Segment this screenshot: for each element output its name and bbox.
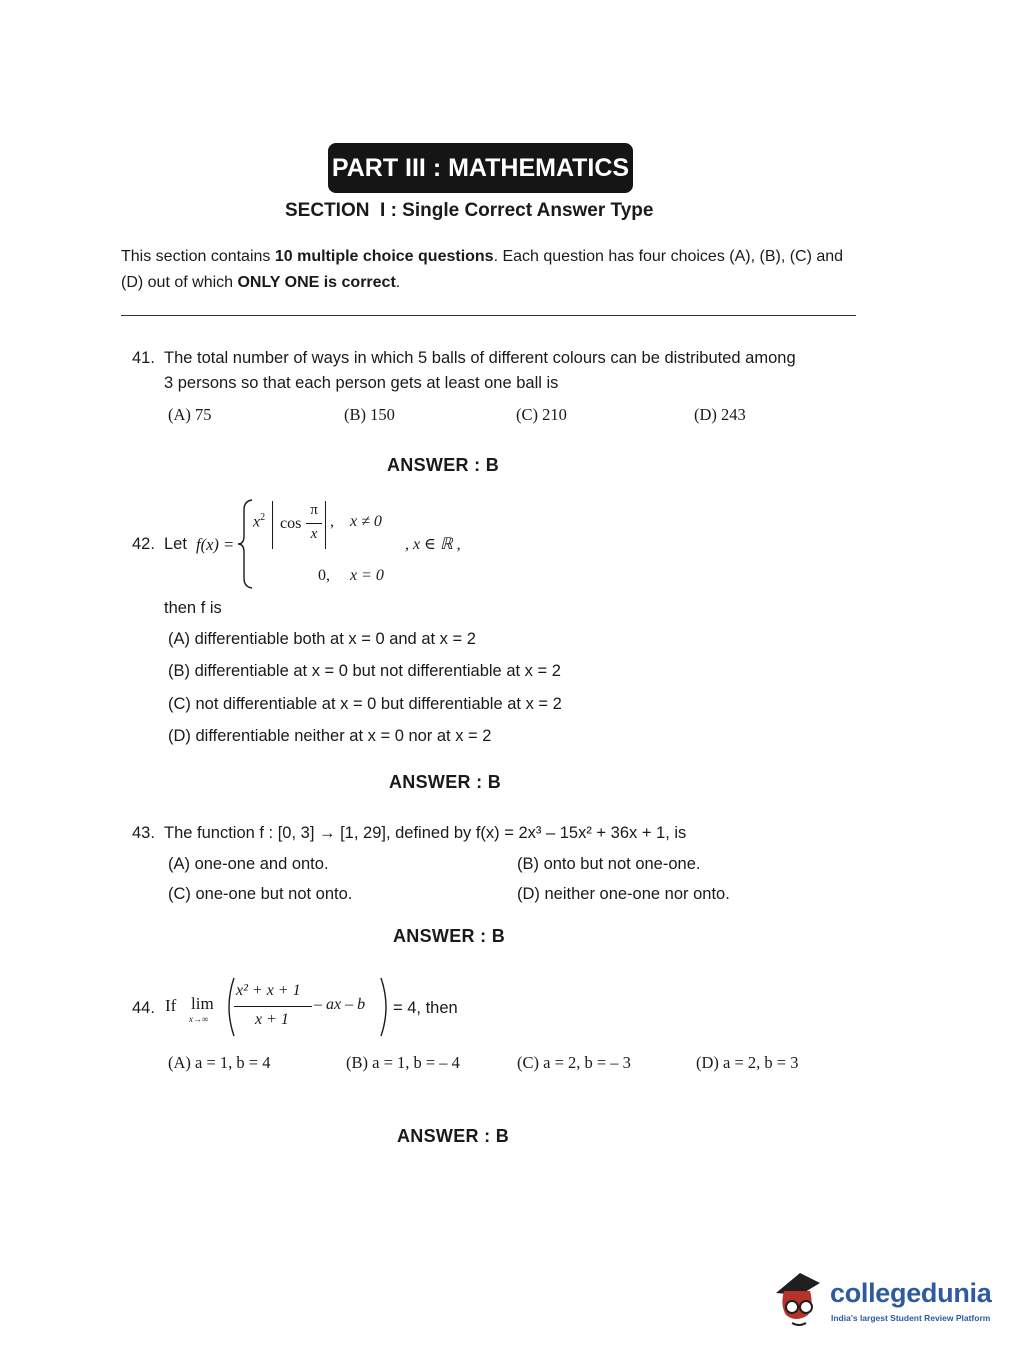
intro-text: This section contains <box>121 248 275 265</box>
answer-label: ANSWER : B <box>393 926 505 946</box>
option-d: (D) 243 <box>694 405 746 424</box>
option-d: (D) a = 2, b = 3 <box>696 1053 799 1072</box>
brand-name: collegedunia <box>830 1278 992 1308</box>
limit-equals: = 4, then <box>393 999 458 1017</box>
answer-label: ANSWER : B <box>397 1126 509 1146</box>
question-number: 43. <box>132 824 155 842</box>
condition-zero: x = 0 <box>350 567 384 584</box>
option-a: (A) one-one and onto. <box>168 855 329 873</box>
abs-bar-left <box>272 501 273 549</box>
option-b: (B) 150 <box>344 405 395 424</box>
intro-bold-count: 10 multiple choice questions <box>274 248 494 265</box>
part-title-badge: PART III : MATHEMATICS <box>328 143 633 193</box>
domain-clause: , x ∈ ℝ , <box>405 536 461 553</box>
question-number: 44. <box>132 999 155 1017</box>
x-squared: $x^2$ <box>253 512 266 531</box>
intro-text: . <box>395 274 401 291</box>
comma: , <box>330 513 334 530</box>
abs-bar-right <box>325 501 326 549</box>
intro-text: . Each question has four choices (A), (B), (C) and (D) out of which <box>121 248 844 291</box>
condition-nonzero: x ≠ 0 <box>350 513 382 530</box>
fraction-bar <box>306 523 322 524</box>
option-d: (D) neither one-one nor onto. <box>517 885 730 903</box>
x-denominator: x <box>310 526 318 542</box>
limit-tail: – ax – b <box>314 996 366 1013</box>
limit-label: lim <box>191 994 214 1013</box>
option-c: (C) one-one but not onto. <box>168 885 353 903</box>
option-b: (B) a = 1, b = – 4 <box>346 1053 460 1072</box>
limit-fraction-bar <box>234 1006 312 1007</box>
question-text <box>164 346 859 396</box>
limit-denominator: x + 1 <box>255 1011 289 1028</box>
question-if: If <box>165 996 177 1015</box>
question-then: then f is <box>164 599 222 617</box>
limit-numerator: x² + x + 1 <box>236 982 301 999</box>
option-d: (D) differentiable neither at x = 0 nor at x = 2 <box>168 727 492 745</box>
cos-label: cos <box>280 515 302 532</box>
function-lhs: f(x) = <box>196 535 235 554</box>
option-c: (C) a = 2, b = – 3 <box>517 1053 631 1072</box>
section-intro <box>121 244 861 296</box>
option-a: (A) 75 <box>168 405 212 424</box>
zero-value: 0, <box>318 567 330 584</box>
limit-subscript: x→∞ <box>189 1014 209 1024</box>
right-paren <box>379 976 393 1038</box>
question-number: 41. <box>132 349 155 367</box>
question-line: The total number of ways in which 5 balls of different colours can be distributed among <box>164 349 796 367</box>
option-c: (C) 210 <box>516 405 567 424</box>
brand-tagline: India's largest Student Review Platform <box>831 1313 991 1323</box>
option-c: (C) not differentiable at x = 0 but differentiable at x = 2 <box>168 695 562 713</box>
question-let: Let <box>164 535 187 553</box>
option-a: (A) a = 1, b = 4 <box>168 1053 271 1072</box>
collegedunia-mascot-icon <box>770 1265 830 1335</box>
section-title: SECTION I : Single Correct Answer Type <box>285 200 654 221</box>
option-b: (B) differentiable at x = 0 but not differentiable at x = 2 <box>168 662 561 680</box>
question-line: 3 persons so that each person gets at least one ball is <box>164 374 559 392</box>
answer-label: ANSWER : B <box>387 455 499 475</box>
divider <box>121 315 856 316</box>
option-a: (A) differentiable both at x = 0 and at x = 2 <box>168 630 476 648</box>
intro-bold-rule: ONLY ONE is correct <box>237 274 396 291</box>
question-text: The function f : [0, 3] → [1, 29], defined by f(x) = 2x³ – 15x² + 36x + 1, is <box>164 824 687 842</box>
option-b: (B) onto but not one-one. <box>517 855 701 873</box>
answer-label: ANSWER : B <box>389 772 501 792</box>
question-number: 42. <box>132 535 155 553</box>
pi-numerator: π <box>310 502 318 518</box>
